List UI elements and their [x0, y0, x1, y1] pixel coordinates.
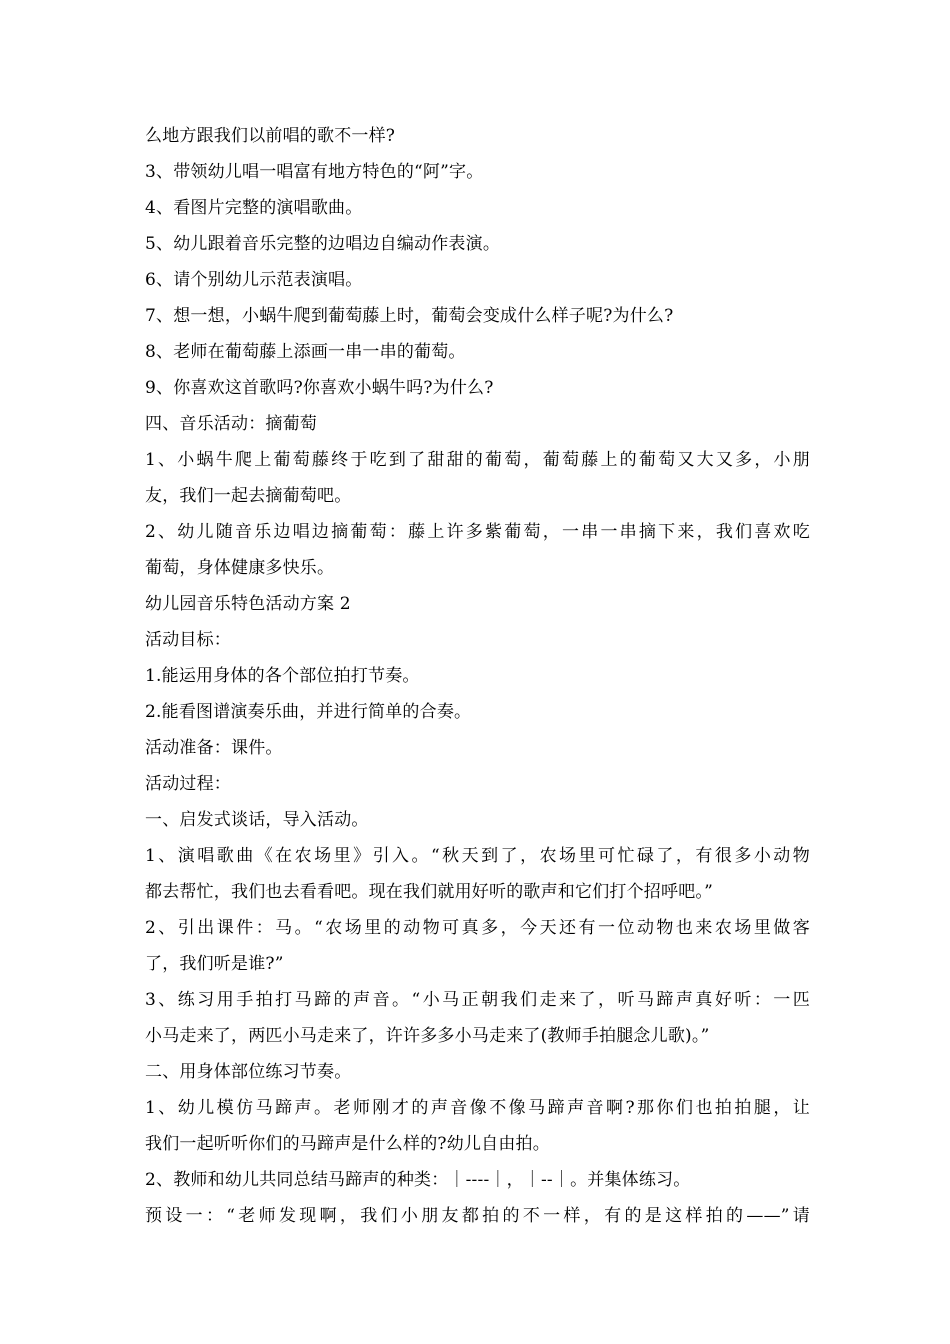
text-line: 活动准备：课件。: [145, 738, 283, 758]
text-line: 9、你喜欢这首歌吗?你喜欢小蜗牛吗?为什么?: [145, 378, 494, 398]
text-line: 2、幼儿随音乐边唱边摘葡萄：藤上许多紫葡萄，一串一串摘下来，我们喜欢吃: [145, 522, 810, 542]
text-line: 都去帮忙，我们也去看看吧。现在我们就用好听的歌声和它们打个招呼吧。”: [145, 882, 713, 902]
section-heading: 一、启发式谈话，导入活动。: [145, 810, 369, 830]
text-line: 7、想一想，小蜗牛爬到葡萄藤上时，葡萄会变成什么样子呢?为什么?: [145, 306, 674, 326]
text-line: 么地方跟我们以前唱的歌不一样?: [145, 126, 396, 146]
text-line: 3、带领幼儿唱一唱富有地方特色的“阿”字。: [145, 162, 484, 182]
section-heading: 活动目标：: [145, 630, 231, 650]
document-title: 幼儿园音乐特色活动方案 2: [145, 594, 351, 614]
text-line: 2、教师和幼儿共同总结马蹄声的种类：｜----｜，｜--｜。并集体练习。: [145, 1170, 691, 1190]
text-line: 3、练习用手拍打马蹄的声音。“小马正朝我们走来了，听马蹄声真好听：一匹: [145, 990, 810, 1010]
section-heading: 四、音乐活动：摘葡萄: [145, 414, 317, 434]
text-line: 1.能运用身体的各个部位拍打节奏。: [145, 666, 420, 686]
text-line: 我们一起听听你们的马蹄声是什么样的?幼儿自由拍。: [145, 1134, 550, 1154]
text-line: 1、幼儿模仿马蹄声。老师刚才的声音像不像马蹄声音啊?那你们也拍拍腿，让: [145, 1098, 810, 1118]
text-line: 4、看图片完整的演唱歌曲。: [145, 198, 363, 218]
section-heading: 二、用身体部位练习节奏。: [145, 1062, 352, 1082]
text-line: 了，我们听是谁?”: [145, 954, 284, 974]
text-line: 友，我们一起去摘葡萄吧。: [145, 486, 352, 506]
text-line: 5、幼儿跟着音乐完整的边唱边自编动作表演。: [145, 234, 501, 254]
text-line: 1、小蜗牛爬上葡萄藤终于吃到了甜甜的葡萄，葡萄藤上的葡萄又大又多，小朋: [145, 450, 810, 470]
text-line: 2.能看图谱演奏乐曲，并进行简单的合奏。: [145, 702, 472, 722]
text-line: 预设一：“老师发现啊，我们小朋友都拍的不一样，有的是这样拍的——”请: [145, 1206, 810, 1226]
text-line: 葡萄，身体健康多快乐。: [145, 558, 335, 578]
text-line: 6、请个别幼儿示范表演唱。: [145, 270, 363, 290]
section-heading: 活动过程：: [145, 774, 231, 794]
text-line: 2、引出课件：马。“农场里的动物可真多，今天还有一位动物也来农场里做客: [145, 918, 810, 938]
text-line: 8、老师在葡萄藤上添画一串一串的葡萄。: [145, 342, 466, 362]
document-body: [145, 118, 810, 1234]
text-line: 小马走来了，两匹小马走来了，许许多多小马走来了(教师手拍腿念儿歌)。”: [145, 1026, 710, 1046]
text-line: 1、演唱歌曲《在农场里》引入。“秋天到了，农场里可忙碌了，有很多小动物: [145, 846, 810, 866]
